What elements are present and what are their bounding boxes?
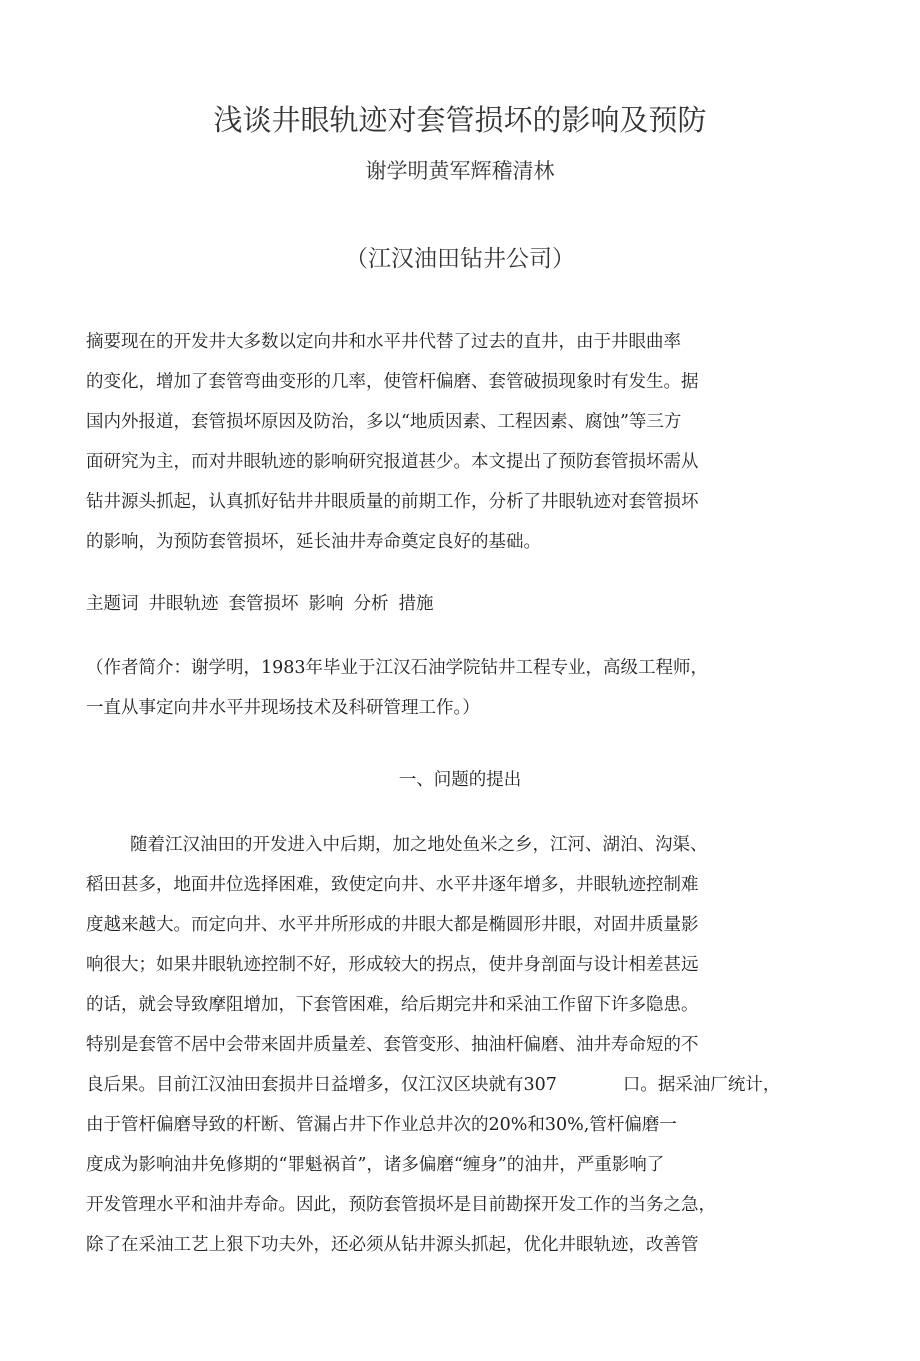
author-affiliation: （江汉油田钻井公司） [345,246,575,272]
body-line: 随着江汉油田的开发进入中后期，加之地处鱼米之乡，江河、湖泊、沟渠、 [130,835,708,855]
document-title: 浅谈井眼轨迹对套管损坏的影响及预防 [213,103,707,137]
keyword: 措施 [398,594,434,614]
abstract-line: 国内外报道，套管损坏原因及防治，多以“地质因素、工程因素、腐蚀”等三方 [86,412,682,432]
body-line: 的话，就会导致摩阻增加，下套管困难，给后期完井和采油工作留下许多隐患。 [86,995,699,1015]
body-line [86,1065,846,1105]
body-line-part: 良后果。目前江汉油田套损井日益增多，仅江汉区块就有307 [86,1075,557,1095]
abstract-line: 的变化，增加了套管弯曲变形的几率，使管杆偏磨、套管破损现象时有发生。据 [86,372,699,392]
keywords-label: 主题词 [86,594,139,614]
keyword: 影响 [308,594,344,614]
body-line: 度成为影响油井免修期的“罪魁祸首”，诸多偏磨“缠身”的油井，严重影响了 [86,1155,665,1175]
keywords [86,584,846,624]
body-line: 度越来越大。而定向井、水平井所形成的井眼大都是椭圆形井眼，对固井质量影 [86,915,699,935]
body-paragraph [86,825,846,1265]
abstract-line: 的影响，为预防套管损坏，延长油井寿命奠定良好的基础。 [86,532,541,552]
body-line: 响很大；如果井眼轨迹控制不好，形成较大的拐点，使井身剖面与设计相差甚远 [86,955,699,975]
abstract [86,322,846,562]
abstract-line: 面研究为主，而对井眼轨迹的影响研究报道甚少。本文提出了预防套管损坏需从 [86,452,699,472]
keyword: 分析 [353,594,389,614]
body-line: 稻田甚多，地面井位选择困难，致使定向井、水平井逐年增多，井眼轨迹控制难 [86,875,699,895]
author-names: 谢学明黄军辉稽清林 [365,159,555,183]
keyword: 井眼轨迹 [148,594,219,614]
body-line: 除了在采油工艺上狠下功夫外，还必须从钻井源头抓起，优化井眼轨迹，改善管 [86,1235,699,1255]
abstract-line: 摘要现在的开发井大多数以定向井和水平井代替了过去的直井，由于井眼曲率 [86,332,681,352]
keyword: 套管损坏 [228,594,299,614]
section-heading: 一、问题的提出 [398,770,522,790]
author-bio [86,648,846,728]
body-line: 由于管杆偏磨导致的杆断、管漏占井下作业总井次的20%和30%,管杆偏磨一 [86,1115,677,1135]
keywords-line [86,584,846,624]
bio-line: 一直从事定向井水平井现场技术及科研管理工作。） [86,698,480,718]
bio-line: （作者简介：谢学明，1983年毕业于江汉石油学院钻井工程专业，高级工程师， [86,658,709,678]
abstract-line: 钻井源头抓起，认真抓好钻井井眼质量的前期工作，分析了井眼轨迹对套管损坏 [86,492,699,512]
body-line: 开发管理水平和油井寿命。因此，预防套管损坏是目前勘探开发工作的当务之急， [86,1195,716,1215]
body-line-part: 口。据采油厂统计， [622,1075,781,1095]
body-line: 特别是套管不居中会带来固井质量差、套管变形、抽油杆偏磨、油井寿命短的不 [86,1035,699,1055]
